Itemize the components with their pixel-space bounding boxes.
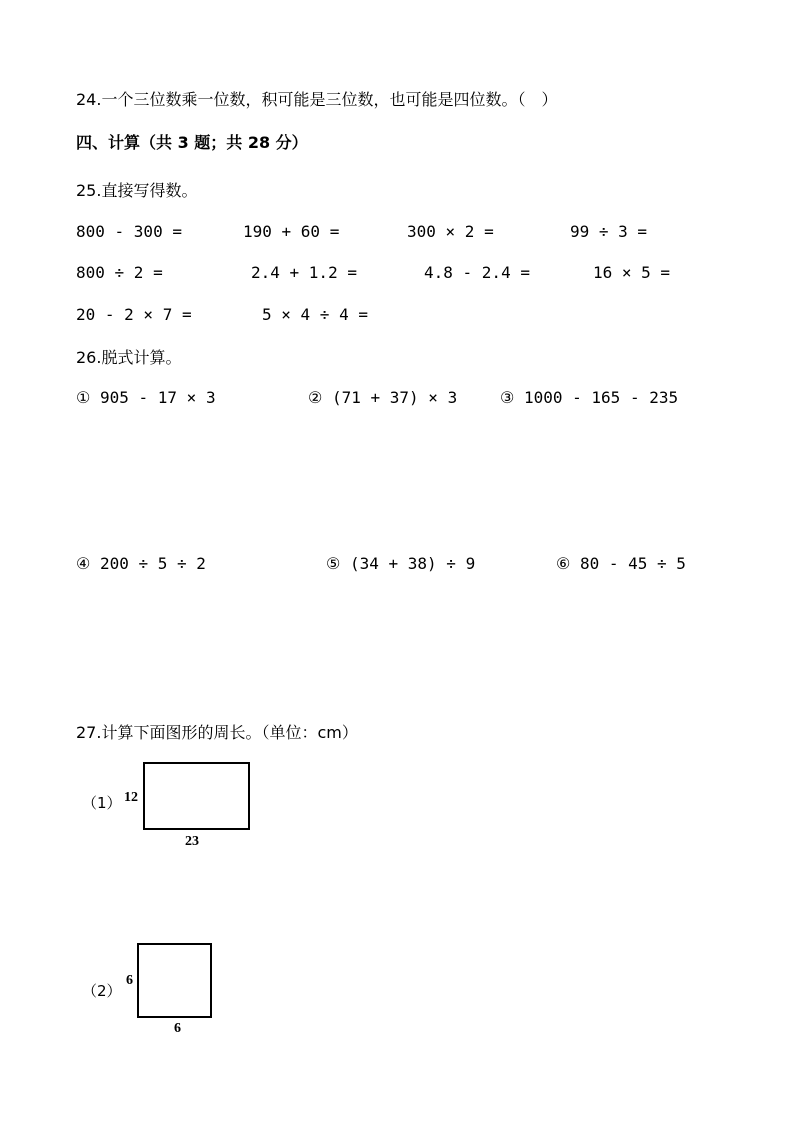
q25-expression: 4.8 - 2.4 = <box>424 263 530 282</box>
q26-expression: ② (71 + 37) × 3 <box>308 388 458 407</box>
q26-expression: ⑥ 80 - 45 ÷ 5 <box>556 554 686 573</box>
q25-expression: 99 ÷ 3 = <box>570 222 648 241</box>
q26-expression: ③ 1000 - 165 - 235 <box>500 388 679 407</box>
figure-1-height-label: 12 <box>124 790 138 805</box>
figure-1-width-label: 23 <box>185 834 199 849</box>
q26-expression: ④ 200 ÷ 5 ÷ 2 <box>76 554 206 573</box>
q26-expression: ① 905 - 17 × 3 <box>76 388 216 407</box>
q25-expression: 16 × 5 = <box>593 263 671 282</box>
square-shape <box>137 943 212 1018</box>
q25-expression: 20 - 2 × 7 = <box>76 305 192 324</box>
question-25-title: 25.直接写得数。 <box>76 181 198 200</box>
q25-expression: 800 - 300 = <box>76 222 182 241</box>
figure-2-height-label: 6 <box>126 973 133 988</box>
q25-expression: 5 × 4 ÷ 4 = <box>262 305 368 324</box>
figure-2-label: （2） <box>82 982 122 1000</box>
figure-2-width-label: 6 <box>174 1021 181 1036</box>
figure-1-label: （1） <box>82 794 122 812</box>
q25-expression: 300 × 2 = <box>407 222 494 241</box>
q25-expression: 800 ÷ 2 = <box>76 263 163 282</box>
q25-expression: 2.4 + 1.2 = <box>251 263 357 282</box>
q25-expression: 190 + 60 = <box>243 222 340 241</box>
section-4-heading: 四、计算（共 3 题；共 28 分） <box>76 133 308 152</box>
question-26-title: 26.脱式计算。 <box>76 348 182 367</box>
question-27-title: 27.计算下面图形的周长。（单位：cm） <box>76 723 358 742</box>
rectangle-shape <box>143 762 250 830</box>
q26-expression: ⑤ (34 + 38) ÷ 9 <box>326 554 476 573</box>
question-24: 24.一个三位数乘一位数，积可能是三位数，也可能是四位数。（ ） <box>76 90 558 109</box>
